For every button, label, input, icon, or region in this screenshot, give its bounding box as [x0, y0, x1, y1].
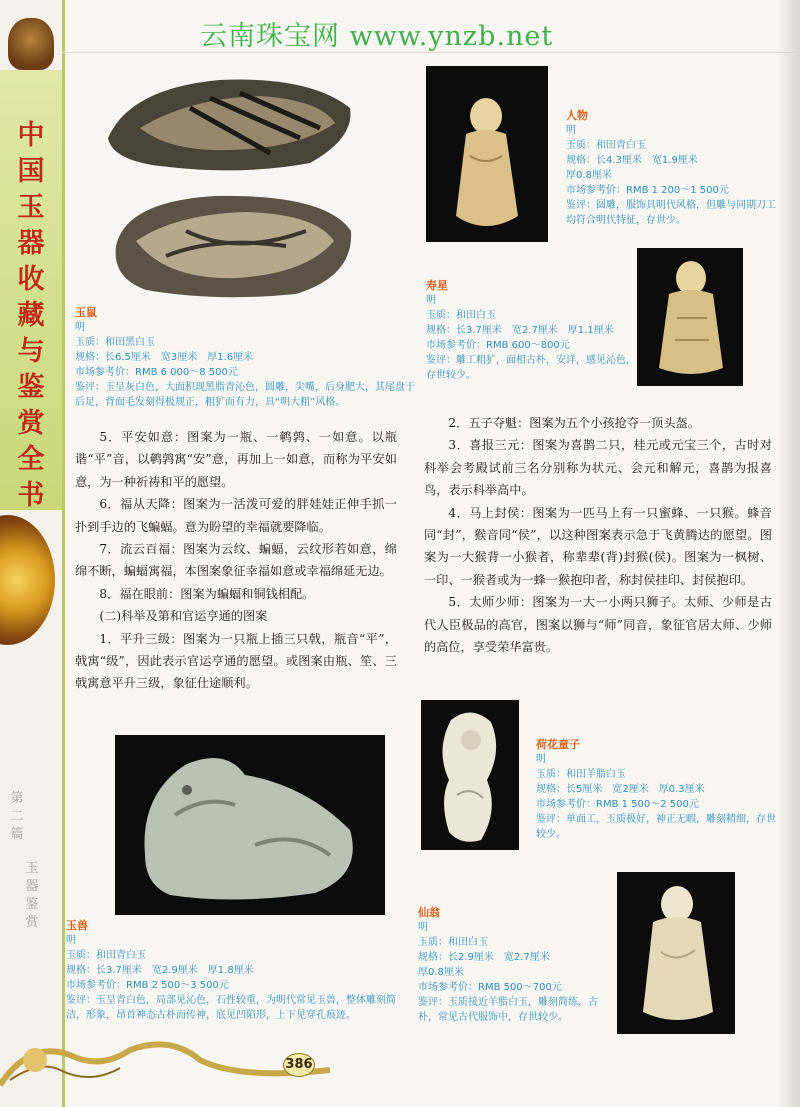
paragraph: 4．马上封侯：图案为一匹马上有一只蜜蜂、一只猴。蜂音同“封”，猴音同“侯”，以这种图案表示急于飞黄腾达的愿望。图案为一大猴背一小猴者，称辈辈(背)封猴(侯)。图案为一枫树、一印、一猴者或为一蜂一猴抱印者，称封侯挂印、封侯抱印。	[424, 505, 772, 587]
caption-jade-beast	[66, 918, 396, 1023]
lotus-child-photo	[421, 700, 519, 850]
caption-price: 市场参考价：RMB 1 500～2 500元	[536, 799, 699, 810]
caption-longevity-star	[426, 278, 636, 383]
caption-dynasty: 明	[66, 935, 76, 946]
book-title-char: 中	[17, 120, 45, 151]
caption-lotus-child	[536, 737, 776, 842]
page-gutter-shadow	[776, 0, 800, 1107]
paragraph: 3．喜报三元：图案为喜鹊二只，桂元或元宝三个，古时对科举会考殿试前三名分别称为状元、会元和解元，喜鹊为报喜鸟，表示科举高中。	[424, 438, 772, 498]
paragraph: 1．平升三级：图案为一只瓶上插三只戟，瓶音“平”，戟寓“级”，因此表示官运亨通的愿望。或图案由瓶、笙、三戟寓意平升三级，象征仕途顺利。	[75, 631, 397, 691]
caption-dynasty: 明	[75, 322, 85, 333]
book-title-char: 藏	[17, 300, 45, 331]
page-number: 386	[283, 1053, 315, 1077]
caption-price: 市场参考价：RMB 1 200～1 500元	[566, 185, 729, 196]
caption-comment: 鉴评：玉呈灰白色，大面积现黑脂青沁色，圆雕，尖嘴，后身肥大，其尾盘于后足，背面毛发刻得极规正，粗犷而有力，具“明大粗”风格。	[75, 382, 415, 408]
book-title-char: 国	[17, 156, 45, 187]
caption-immortal-elder	[418, 905, 614, 1025]
chapter-sub-char: 鉴	[25, 897, 39, 912]
longevity-star-image	[637, 248, 743, 386]
chapter-char: 二	[10, 809, 24, 824]
book-title	[8, 118, 54, 514]
header-rule	[62, 52, 800, 53]
caption-material: 玉质：和田青白玉	[566, 140, 646, 151]
jade-beast-photo	[115, 735, 385, 915]
caption-comment: 鉴评：单面工，玉质极好，神正无暇，雕刻精细，存世较少。	[536, 814, 776, 840]
dragon-footer-ornament-icon	[0, 1030, 330, 1090]
book-title-char: 赏	[17, 408, 45, 439]
sidebar	[0, 0, 65, 1107]
paragraph: 6．福从天降：图案为一活泼可爱的胖娃娃正伸手抓一扑到手边的飞蝙蝠。意为盼望的幸福就要降临。	[75, 497, 397, 534]
caption-thickness: 厚0.8厘米	[418, 967, 464, 978]
caption-material: 玉质：和田白玉	[418, 937, 488, 948]
chapter-sub-char: 赏	[25, 915, 39, 930]
book-title-char: 与	[17, 336, 45, 367]
caption-size: 规格：长2.9厘米 宽2.7厘米	[418, 952, 550, 963]
paragraph: 5．太师少师：图案为一大一小两只狮子。太师、少师是古代人臣极品的高官，图案以狮与“师”同音，象征官居太师、少师的高位，享受荣华富贵。	[424, 595, 772, 655]
caption-title: 人物	[566, 109, 588, 122]
book-title-char: 全	[17, 444, 45, 475]
chapter-char: 篇	[10, 827, 24, 842]
caption-title: 荷花童子	[536, 738, 580, 751]
caption-thickness: 厚0.8厘米	[566, 170, 612, 181]
caption-price: 市场参考价：RMB 2 500～3 500元	[66, 980, 229, 991]
chapter-char: 第	[10, 791, 24, 806]
caption-dynasty: 明	[566, 125, 576, 136]
chapter-sub-char: 器	[25, 879, 39, 894]
caption-title: 玉鼠	[75, 306, 97, 319]
caption-dynasty: 明	[536, 754, 546, 765]
book-title-char: 玉	[17, 192, 45, 223]
book-title-char: 鉴	[17, 372, 45, 403]
book-title-char: 器	[17, 228, 45, 259]
paragraph: 8．福在眼前：图案为蝙蝠和铜钱相配。	[99, 586, 315, 601]
caption-figure	[566, 108, 776, 228]
body-text-right	[424, 412, 772, 658]
longevity-star-photo	[637, 248, 743, 386]
immortal-elder-photo	[617, 872, 735, 1034]
caption-comment: 鉴评：玉质接近羊脂白玉，雕刻简练，古朴，常见古代服饰中，存世较少。	[418, 997, 598, 1023]
chapter-label	[6, 790, 28, 844]
caption-title: 玉兽	[66, 919, 88, 932]
jade-beast-logo-icon	[8, 18, 54, 70]
book-title-char: 书	[17, 480, 45, 511]
caption-title: 寿星	[426, 279, 448, 292]
caption-title: 仙翁	[418, 906, 440, 919]
caption-comment: 鉴评：玉呈青白色，局部见沁色，石性较重，为明代常见玉兽，整体雕刻简洁，形象，昂首神态古朴而传神，底见凹陷形，上下见穿孔痕迹。	[66, 995, 396, 1021]
caption-material: 玉质：和田羊脂白玉	[536, 769, 626, 780]
caption-price: 市场参考价：RMB 6 000～8 500元	[75, 367, 238, 378]
caption-material: 玉质：和田青白玉	[66, 950, 146, 961]
paragraph: 7．流云百福：图案为云纹、蝙蝠，云纹形若如意，绵绵不断，蝙蝠寓福，本图案象征幸福如意或幸福绵延无边。	[75, 542, 397, 579]
caption-material: 玉质：和田黑白玉	[75, 337, 155, 348]
immortal-elder-image	[617, 872, 735, 1034]
jade-figure-image	[426, 66, 548, 242]
caption-size: 规格：长6.5厘米 宽3厘米 厚1.6厘米	[75, 352, 254, 363]
body-text-left	[75, 426, 397, 695]
book-title-char: 收	[17, 264, 45, 295]
lotus-child-image	[421, 700, 519, 850]
caption-comment: 鉴评：圆雕，服饰具明代风格，但雕与同期刀工均符合明代特征，存世少。	[566, 200, 776, 226]
jade-mouse-top-image	[100, 68, 360, 178]
caption-jade-mouse	[75, 305, 415, 410]
paragraph: (二)科举及第和官运亨通的图案	[99, 609, 268, 624]
caption-size: 规格：长5厘米 宽2厘米 厚0.3厘米	[536, 784, 705, 795]
chapter-subtitle	[22, 860, 42, 932]
caption-dynasty: 明	[418, 922, 428, 933]
jade-figure-photo	[426, 66, 548, 242]
jade-mouse-bottom-image	[106, 186, 358, 302]
caption-material: 玉质：和田白玉	[426, 310, 496, 321]
paragraph: 5．平安如意：图案为一瓶、一鹌鹑、一如意。以瓶谐“平”音，以鹌鹑寓“安”意，再加上一如意，而称为平安如意，为一种祈祷和平的愿望。	[75, 430, 397, 489]
paragraph: 2．五子夺魁：图案为五个小孩抢夺一顶头盔。	[448, 416, 700, 430]
gold-medallion-icon	[0, 515, 55, 645]
caption-dynasty: 明	[426, 295, 436, 306]
chapter-sub-char: 玉	[25, 861, 39, 876]
jade-beast-image	[115, 735, 385, 915]
caption-size: 规格：长3.7厘米 宽2.9厘米 厚1.8厘米	[66, 965, 254, 976]
caption-comment: 鉴评：雕工粗犷，面相古朴，安详，感见沁色，存世较少。	[426, 355, 636, 381]
watermark: 云南珠宝网 www.ynzb.net	[200, 21, 554, 52]
caption-size: 规格：长4.3厘米 宽1.9厘米	[566, 155, 698, 166]
caption-size: 规格：长3.7厘米 宽2.7厘米 厚1.1厘米	[426, 325, 614, 336]
caption-price: 市场参考价：RMB 600～800元	[426, 340, 570, 351]
caption-price: 市场参考价：RMB 500～700元	[418, 982, 562, 993]
